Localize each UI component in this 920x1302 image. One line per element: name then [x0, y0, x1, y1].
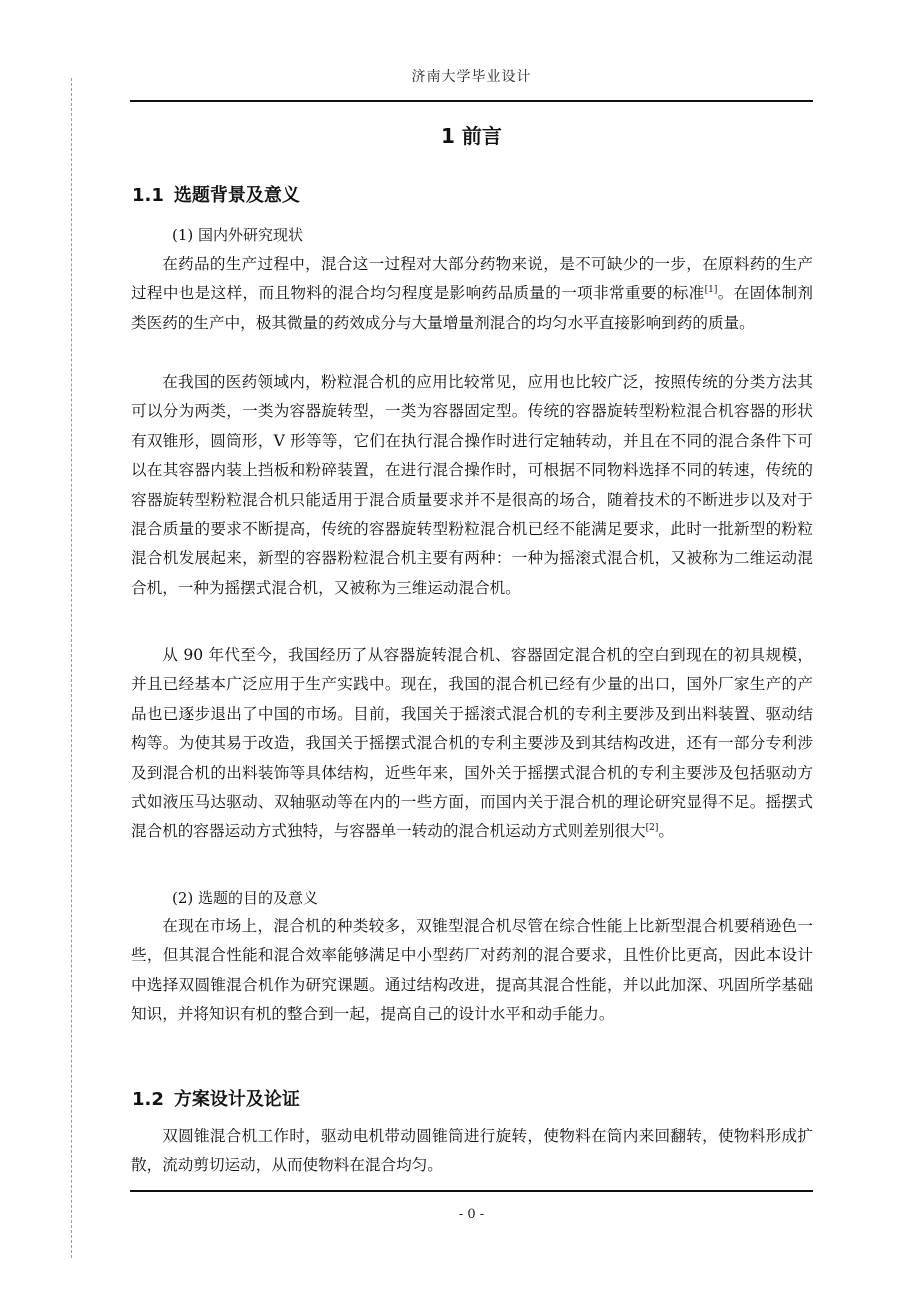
footer-rule — [130, 1190, 813, 1192]
paragraph-mixing-importance — [131, 250, 813, 338]
section-heading-1-1 — [132, 181, 300, 207]
citation-2: [2] — [645, 823, 659, 834]
page-header — [130, 60, 813, 102]
binding-margin-line — [71, 78, 72, 1258]
citation-1: [1] — [704, 285, 718, 296]
paragraph-topic-purpose: 在现在市场上，混合机的种类较多，双锥型混合机尽管在综合性能上比新型混合机要稍逊色一些，但其混合性能和混合效率能够满足中小型药厂对药剂的混合要求，且性价比更高，因此本设计中选择双圆锥混合机作为研究课题。通过结构改进，提高其混合性能，并以此加深、巩固所学基础知识，并将知识有机的整合到一起，提高自己的设计水平和动手能力。 — [131, 917, 813, 1024]
page-number: - 0 - — [458, 1207, 485, 1222]
section-title: 方案设计及论证 — [173, 1089, 300, 1110]
subheading-research-status: (1) 国内外研究现状 — [172, 226, 304, 244]
chapter-title: 1 前言 — [441, 124, 502, 148]
paragraph-text: 从 90 年代至今，我国经历了从容器旋转混合机、容器固定混合机的空白到现在的初具规模，并且已经基本广泛应用于生产实践中。现在，我国的混合机已经有少量的出口，国外厂家生产的产品也已逐步退出了中国的市场。目前，我国关于摇滚式混合机的专利主要涉及到出料装置、驱动结构等。为使其易于改造，我国关于摇摆式混合机的专利主要涉及到其结构改进，还有一部分专利涉及到混合机的出料装饰等具体结构，近些年来，国外关于摇摆式混合机的专利主要涉及包括驱动方式如液压马达驱动、双轴驱动等在内的一些方面，而国内关于混合机的理论研究显得不足。摇摆式混合机的容器运动方式独特，与容器单一转动的混合机运动方式则差别很大 — [131, 646, 813, 841]
paragraph-text: 。 — [658, 822, 674, 841]
paragraph-design-scheme: 双圆锥混合机工作时，驱动电机带动圆锥筒进行旋转，使物料在筒内来回翻转，使物料形成扩散，流动剪切运动，从而使物料在混合均匀。 — [131, 1127, 813, 1175]
subheading-purpose: (2) 选题的目的及意义 — [172, 889, 319, 907]
section-title: 选题背景及意义 — [173, 185, 300, 206]
header-text: 济南大学毕业设计 — [411, 69, 532, 85]
section-heading-1-2 — [132, 1085, 300, 1111]
section-number: 1.2 — [132, 1089, 164, 1110]
paragraph-development-history — [131, 641, 813, 847]
section-number: 1.1 — [132, 185, 164, 206]
paragraph-domestic-mixers: 在我国的医药领域内，粉粒混合机的应用比较常见，应用也比较广泛，按照传统的分类方法其可以分为两类，一类为容器旋转型，一类为容器固定型。传统的容器旋转型粉粒混合机容器的形状有双锥形，圆筒形，V 形等等，它们在执行混合操作时进行定轴转动，并且在不同的混合条件下可以在其容器内装上挡板和粉碎装置，在进行混合操作时，可根据不同物料选择不同的转速，传统的容器旋转型粉粒混合机只能适用于混合质量要求并不是很高的场合，随着技术的不断进步以及对于混合质量的要求不断提高，传统的容器旋转型粉粒混合机已经不能满足要求，此时一批新型的粉粒混合机发展起来，新型的容器粉粒混合机主要有两种：一种为摇滚式混合机，又被称为二维运动混合机，一种为摇摆式混合机，又被称为三维运动混合机。 — [131, 373, 813, 597]
paragraph-text: 在药品的生产过程中，混合这一过程对大部分药物来说，是不可缺少的一步，在原料药的生产过程中也是这样，而且物料的混合均匀程度是影响药品质量的一项非常重要的标准 — [131, 255, 813, 303]
paragraph-text: 。在固体制剂类医药的生产中，极其微量的药效成分与大量增量剂混合的均匀水平直接影响到药的质量。 — [131, 284, 813, 332]
